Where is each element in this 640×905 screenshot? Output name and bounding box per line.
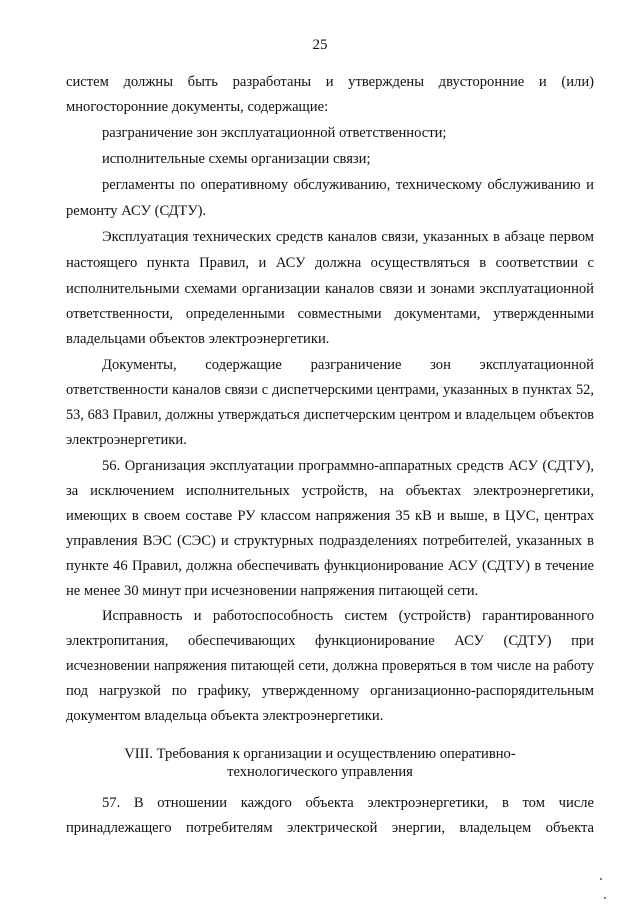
text-line: настоящего пункта Правил, и АСУ должна осуществляться в соответствии с bbox=[66, 255, 594, 271]
text-line: 53, 683 Правил, должны утверждаться диспетчерским центром и владельцем объектов bbox=[66, 407, 594, 423]
text-line: ответственности каналов связи с диспетчерскими центрами, указанных в пунктах 52, bbox=[66, 382, 594, 398]
text-line: электроэнергетики. bbox=[66, 432, 187, 448]
text-line: разграничение зон эксплуатационной ответственности; bbox=[102, 125, 447, 141]
text-line: Документы, содержащие разграничение зон эксплуатационной bbox=[102, 357, 594, 373]
text-line: за исключением исполнительных устройств, на объектах электроэнергетики, bbox=[66, 483, 594, 499]
text-line: имеющих в своем составе РУ классом напряжения 35 кВ и выше, в ЦУС, центрах bbox=[66, 508, 594, 524]
text-line: под нагрузкой по графику, утвержденному организационно-распорядительным bbox=[66, 683, 594, 699]
text-line: ответственности, определенными совместными документами, утвержденными bbox=[66, 306, 594, 322]
text-line: исполнительными схемами организации каналов связи и зонами эксплуатационной bbox=[66, 281, 594, 297]
text-line: Эксплуатация технических средств каналов связи, указанных в абзаце первом bbox=[102, 229, 594, 245]
text-line: ремонту АСУ (СДТУ). bbox=[66, 203, 207, 219]
text-line: исполнительные схемы организации связи; bbox=[102, 151, 371, 167]
text-line: регламенты по оперативному обслуживанию, техническому обслуживанию и bbox=[102, 177, 594, 193]
text-line: систем должны быть разработаны и утверждены двусторонние и (или) bbox=[66, 74, 594, 90]
section-heading-line-2: технологического управления bbox=[227, 764, 413, 780]
text-line: электропитания, обеспечивающих функционирование АСУ (СДТУ) при bbox=[66, 633, 594, 649]
text-line: исчезновении напряжения питающей сети, должна проверяться в том числе на работу bbox=[66, 658, 594, 674]
section-heading-line-1: VIII. Требования к организации и осуществлению оперативно- bbox=[124, 746, 516, 762]
text-line: многосторонние документы, содержащие: bbox=[66, 99, 329, 115]
text-line: 56. Организация эксплуатации программно-аппаратных средств АСУ (СДТУ), bbox=[102, 458, 594, 474]
scan-speck bbox=[604, 897, 606, 899]
page-number: 25 bbox=[312, 37, 328, 53]
text-line: не менее 30 минут при исчезновении напряжения питающей сети. bbox=[66, 583, 479, 599]
text-line: управления ВЭС (СЭС) и структурных подразделениях потребителей, указанных в bbox=[66, 533, 594, 549]
text-line: 57. В отношении каждого объекта электроэнергетики, в том числе bbox=[102, 795, 594, 811]
scan-speck bbox=[600, 878, 602, 880]
text-line: Исправность и работоспособность систем (устройств) гарантированного bbox=[102, 608, 594, 624]
text-line: принадлежащего потребителям электрической энергии, владельцем объекта bbox=[66, 820, 594, 836]
text-line: документом владельца объекта электроэнергетики. bbox=[66, 708, 384, 724]
text-line: пункте 46 Правил, должна обеспечивать функционирование АСУ (СДТУ) в течение bbox=[66, 558, 594, 574]
text-line: владельцами объектов электроэнергетики. bbox=[66, 331, 330, 347]
